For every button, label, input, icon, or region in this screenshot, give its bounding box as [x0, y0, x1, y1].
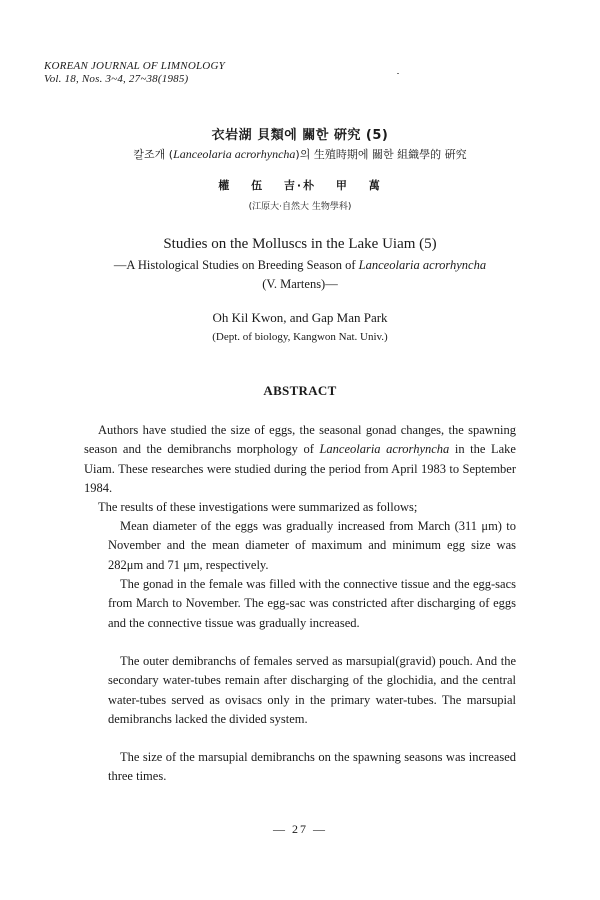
english-subtitle-species: Lanceolaria acrorhyncha — [358, 258, 487, 272]
english-title: Studies on the Molluscs in the Lake Uiam (5) — [163, 236, 437, 252]
korean-subtitle — [0, 146, 600, 162]
korean-affiliation: (江原大·自然大 生物學科) — [248, 202, 352, 212]
page-number: — 27 — — [273, 822, 327, 836]
english-authors: Oh Kil Kwon, and Gap Man Park — [212, 310, 388, 325]
scan-speck — [397, 73, 399, 74]
abstract-heading: ABSTRACT — [263, 383, 337, 398]
korean-subtitle-species: Lanceolaria acrorhyncha — [173, 147, 296, 161]
english-affiliation: (Dept. of biology, Kangwon Nat. Univ.) — [212, 331, 388, 343]
journal-citation — [44, 60, 225, 86]
english-subtitle-line2: (V. Martens)— — [262, 277, 338, 291]
abstract-paragraph-1 — [84, 421, 516, 498]
abstract-paragraph-4: The gonad in the female was filled with the connective tissue and the egg-sacs from March to November. The egg-sac was constricted after discharging of eggs and the connective tissue was gradually increased. — [108, 577, 516, 630]
abstract-paragraph-6: The size of the marsupial demibranchs on the spawning seasons was increased three times. — [108, 750, 516, 784]
korean-subtitle-pre: 칼조개 ( — [133, 148, 174, 161]
korean-subtitle-post: )의 生殖時期에 關한 組織學的 硏究 — [295, 148, 467, 161]
journal-name: KOREAN JOURNAL OF LIMNOLOGY — [44, 60, 225, 72]
abstract-p1-pre: Authors have studied the size of eggs, the seasonal gonad changes, the spawning season and the demibranchs morphology of — [84, 423, 516, 457]
abstract-p1-species: Lanceolaria acrorhyncha — [319, 442, 450, 457]
abstract-paragraph-2: The results of these investigations were summarized as follows; — [98, 500, 418, 514]
english-subtitle — [0, 258, 600, 273]
abstract-p1-post: in the Lake Uiam. These researches were studied during the period from April 1983 to September 1984. — [84, 442, 516, 495]
english-subtitle-pre: —A Histological Studies on Breeding Season of — [113, 258, 359, 272]
journal-volume: Vol. 18, Nos. 3~4, 27~38(1985) — [44, 73, 189, 85]
abstract-paragraph-3: Mean diameter of the eggs was gradually increased from March (311 μm) to November and the mean diameter of maximum and minimum egg size was 282μm and 71 μm, respectively. — [108, 519, 516, 572]
korean-title: 衣岩湖 貝類에 關한 硏究 (5) — [211, 128, 389, 143]
korean-authors: 權 伍 吉·朴 甲 萬 — [218, 179, 382, 192]
abstract-paragraph-5: The outer demibranchs of females served as marsupial(gravid) pouch. And the secondary water-tubes remain after discharging of the glochidia, and the central water-tubes served as ovisacs only in the primary water-tubes. The marsupial demibranchs lacked the divided system. — [108, 654, 516, 726]
